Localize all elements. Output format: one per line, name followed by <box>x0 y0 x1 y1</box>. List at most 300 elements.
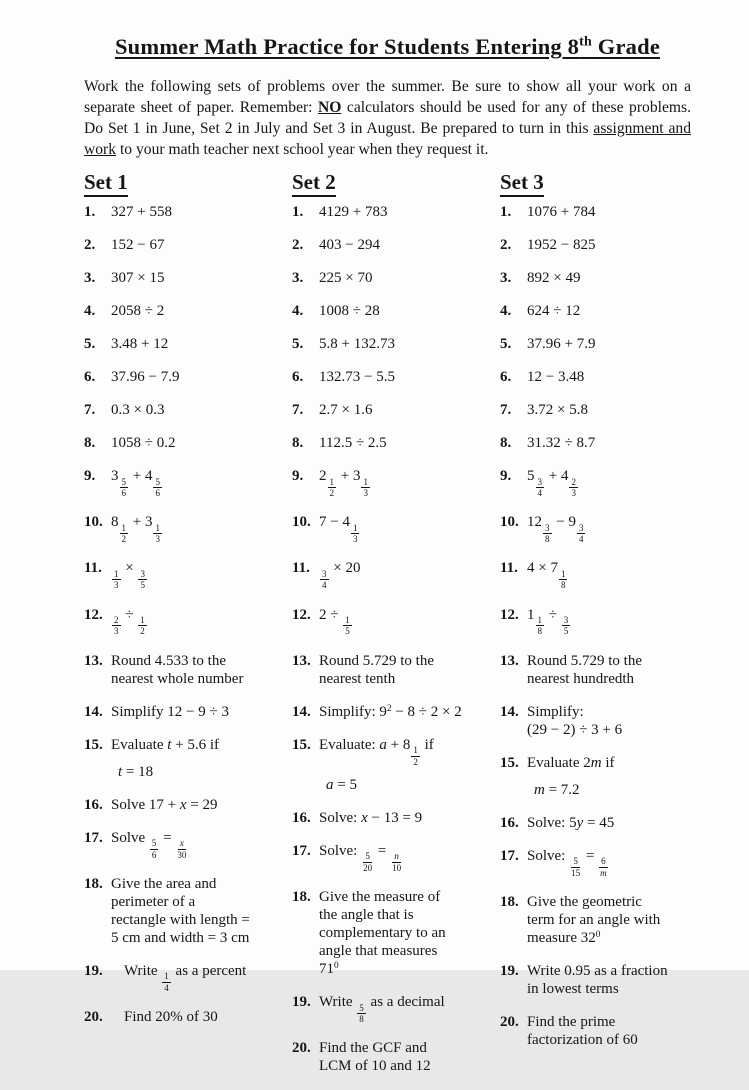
problem-line: 1008 ÷ 28 <box>319 303 380 319</box>
fraction: $\frac{3}{4}$ <box>322 568 327 591</box>
problem-content <box>111 829 270 860</box>
fraction: $\frac{3}{4}$ <box>537 476 542 498</box>
problem-line: Give the measure of <box>319 889 441 906</box>
problem-row <box>292 842 478 873</box>
problem-row <box>292 302 478 320</box>
problem-content <box>319 467 478 498</box>
problem-number: 18. <box>84 875 103 892</box>
problem-line: LCM of 10 and 12 <box>319 1058 431 1075</box>
problem-line: Write 0.95 as a fraction <box>527 962 668 979</box>
problem-number: 9. <box>84 468 96 484</box>
problem-line: 624 ÷ 12 <box>527 303 581 319</box>
problem-row <box>500 847 692 878</box>
problem-number: 16. <box>500 814 519 831</box>
fraction: $\frac{2}{3}$ <box>114 615 119 637</box>
problem-line: 3 $\frac{5}{6}$ + 4 $\frac{5}{6}$ <box>111 468 160 498</box>
problem-line: rectangle with length = <box>111 911 250 928</box>
problem-row <box>292 203 478 221</box>
fraction: $\frac{3}{5}$ <box>563 615 569 637</box>
problem-line: 225 × 70 <box>319 270 373 286</box>
problem-line: Solve: x − 13 = 9 <box>319 809 423 826</box>
problem-line: term for an angle with <box>527 911 661 928</box>
problem-row <box>84 703 270 721</box>
problem-content <box>319 736 478 794</box>
sets-columns <box>84 170 691 1090</box>
problem-line: Evaluate t + 5.6 if <box>111 736 220 753</box>
problem-content <box>319 652 478 688</box>
problem-line: Evaluate: a + 8 $\frac{1}{2}$ if <box>319 736 434 767</box>
fraction: $\frac{1}{3}$ <box>114 568 119 591</box>
problem-row <box>84 829 270 860</box>
problem-row <box>292 269 478 287</box>
set-heading: Set 2 <box>292 170 478 195</box>
set-column-1 <box>84 170 270 1090</box>
intro-paragraph <box>84 76 691 160</box>
problem-row <box>292 888 478 978</box>
problem-content <box>527 203 692 221</box>
problem-line: 132.73 − 5.5 <box>319 369 395 385</box>
fraction: $\frac{3}{5}$ <box>140 568 145 591</box>
problem-row <box>292 703 478 721</box>
intro-segment: to your math teacher next school year when they request it. <box>116 141 489 158</box>
problem-line: Solve: $\frac{5}{20}$ = $\frac{n}{10}$ <box>319 842 402 873</box>
problem-line: $\frac{3}{4}$ × 20 <box>322 560 361 591</box>
problem-number: 13. <box>292 652 311 669</box>
problem-content <box>527 467 692 498</box>
problem-row <box>292 368 478 386</box>
fraction: $\frac{1}{5}$ <box>345 615 350 637</box>
problem-content <box>319 1039 478 1075</box>
problem-content <box>319 842 478 873</box>
problem-content <box>319 559 478 590</box>
problem-content <box>319 269 478 287</box>
problem-line: angle that measures <box>319 943 438 960</box>
problem-content <box>319 335 478 353</box>
problem-line: 5 $\frac{3}{4}$ + 4 $\frac{2}{3}$ <box>527 468 576 498</box>
problem-row <box>500 1013 692 1049</box>
fraction: $\frac{1}{3}$ <box>363 476 368 498</box>
problem-number: 3. <box>84 270 96 286</box>
problem-number: 19. <box>84 962 103 979</box>
problem-row <box>292 513 478 544</box>
problem-number: 17. <box>292 842 311 859</box>
problem-number: 6. <box>292 369 304 385</box>
problem-number: 20. <box>500 1013 519 1030</box>
problem-content <box>111 269 270 287</box>
problem-row <box>292 559 478 590</box>
problem-content <box>527 754 692 799</box>
problem-line: Give the geometric <box>527 893 642 910</box>
problem-line: 5.8 + 132.73 <box>319 336 395 352</box>
problem-line: 37.96 + 7.9 <box>527 336 596 352</box>
problem-number: 19. <box>292 994 311 1011</box>
problem-row <box>500 652 692 688</box>
problem-content <box>319 368 478 386</box>
problem-number: 15. <box>292 736 311 753</box>
problem-line: 892 × 49 <box>527 270 581 286</box>
page-title-tail: Grade <box>591 34 661 59</box>
problem-number: 17. <box>500 847 519 864</box>
problem-content <box>527 703 692 739</box>
problem-number: 10. <box>84 514 103 531</box>
problem-row <box>500 606 692 637</box>
problem-row <box>84 434 270 452</box>
fraction: $\frac{5}{6}$ <box>155 476 160 498</box>
problem-row <box>84 401 270 419</box>
problem-row <box>500 434 692 452</box>
problem-row <box>84 606 270 637</box>
problem-line: $71^0$ <box>319 961 339 978</box>
problem-number: 19. <box>500 962 519 979</box>
problem-row <box>500 203 692 221</box>
problem-content <box>111 1008 270 1026</box>
problem-line: perimeter of a <box>111 893 196 910</box>
problem-number: 17. <box>84 829 103 846</box>
fraction: $\frac{5}{6}$ <box>121 476 126 498</box>
problem-row <box>292 1039 478 1075</box>
problem-row <box>292 335 478 353</box>
problem-content <box>319 434 478 452</box>
problem-content <box>111 203 270 221</box>
problem-content <box>319 236 478 254</box>
problem-number: 12. <box>84 606 103 623</box>
problem-number: 7. <box>84 402 96 418</box>
problem-row <box>292 236 478 254</box>
problem-line: 12 − 3.48 <box>527 369 585 385</box>
problem-row <box>292 736 478 794</box>
problem-number: 7. <box>500 402 512 418</box>
problem-row <box>84 962 270 993</box>
problem-number: 3. <box>292 270 304 286</box>
problem-line: Round 5.729 to the <box>319 652 434 669</box>
problem-line: 3.48 + 12 <box>111 336 169 352</box>
fraction: $\frac{1}{3}$ <box>352 522 358 545</box>
problem-number: 16. <box>292 809 311 826</box>
problem-number: 6. <box>500 369 512 385</box>
problem-content <box>527 847 692 878</box>
problem-row <box>84 467 270 498</box>
problem-content <box>527 814 692 832</box>
problem-number: 6. <box>84 369 96 385</box>
problem-number: 20. <box>84 1009 103 1026</box>
fraction: $\frac{3}{4}$ <box>578 522 584 545</box>
problem-content <box>527 559 692 590</box>
problem-row <box>84 875 270 947</box>
problem-line: 2.7 × 1.6 <box>319 402 373 418</box>
problem-row <box>292 467 478 498</box>
problem-content <box>111 559 270 590</box>
fraction: $\frac{1}{2}$ <box>121 522 126 545</box>
problem-line: Evaluate 2m if <box>527 754 615 771</box>
problem-number: 10. <box>500 514 519 531</box>
intro-segment: assignment and work <box>84 120 691 158</box>
problem-number: 5. <box>500 336 512 352</box>
problem-row <box>84 335 270 353</box>
problem-content <box>319 513 478 544</box>
problem-row <box>500 236 692 254</box>
problem-line: $\frac{2}{3}$ ÷ $\frac{1}{2}$ <box>114 606 145 637</box>
problem-line: 7 − 4 $\frac{1}{3}$ <box>319 514 358 545</box>
problem-number: 9. <box>292 468 304 484</box>
problem-line: nearest whole number <box>111 670 244 687</box>
problem-line: Solve $\frac{5}{6}$ = $\frac{x}{30}$ <box>111 829 187 860</box>
problem-number: 11. <box>84 560 102 577</box>
problem-number: 1. <box>500 204 512 220</box>
problem-row <box>500 302 692 320</box>
problem-line: 31.32 ÷ 8.7 <box>527 435 596 451</box>
problem-content <box>527 434 692 452</box>
fraction: $\frac{5}{20}$ <box>363 851 373 873</box>
problem-content <box>111 368 270 386</box>
problem-line: Round 5.729 to the <box>527 652 642 669</box>
problem-row <box>84 513 270 544</box>
problem-line: Solve 17 + x = 29 <box>111 796 218 813</box>
problem-line: the angle that is <box>319 907 414 924</box>
problem-number: 8. <box>84 435 96 451</box>
problem-line: 0.3 × 0.3 <box>111 402 165 418</box>
problem-line: Give the area and <box>111 875 217 892</box>
fraction: $\frac{n}{10}$ <box>392 851 402 873</box>
problem-content <box>527 652 692 688</box>
problem-row <box>292 606 478 637</box>
problem-content <box>527 269 692 287</box>
problem-number: 8. <box>500 435 512 451</box>
problem-number: 2. <box>500 237 512 253</box>
problem-line: nearest hundredth <box>527 670 635 687</box>
fraction: $\frac{1}{8}$ <box>560 568 566 591</box>
problem-number: 15. <box>500 754 519 771</box>
problem-number: 14. <box>500 703 519 720</box>
problem-content <box>319 606 478 637</box>
problem-line: 152 − 67 <box>111 237 165 253</box>
problem-content <box>111 606 270 637</box>
set-heading: Set 1 <box>84 170 270 195</box>
fraction: $\frac{3}{8}$ <box>545 522 550 545</box>
problem-content <box>527 962 692 998</box>
fraction: $\frac{6}{m}$ <box>600 856 607 878</box>
problem-number: 2. <box>292 237 304 253</box>
fraction: $\frac{x}{30}$ <box>177 838 187 860</box>
problem-line: 2058 ÷ 2 <box>111 303 165 319</box>
problem-row <box>500 559 692 590</box>
problem-content <box>527 513 692 544</box>
problem-line: Simplify 12 − 9 ÷ 3 <box>111 703 229 720</box>
problem-content <box>319 703 478 721</box>
problem-line: $\frac{1}{3}$ × $\frac{3}{5}$ <box>114 560 145 591</box>
problem-line: 307 × 15 <box>111 270 165 286</box>
problem-line: measure $32^0$ <box>527 929 601 946</box>
problem-row <box>500 754 692 799</box>
problem-row <box>500 401 692 419</box>
problem-row <box>84 302 270 320</box>
fraction: $\frac{1}{2}$ <box>140 615 145 637</box>
problem-row <box>292 401 478 419</box>
problem-line: 37.96 − 7.9 <box>111 369 180 385</box>
problem-line: Simplify: <box>527 703 584 720</box>
problem-content <box>527 401 692 419</box>
problem-given-value: m = 7.2 <box>534 781 580 798</box>
fraction: $\frac{1}{2}$ <box>413 745 418 767</box>
problem-content <box>111 703 270 721</box>
problem-content <box>111 652 270 688</box>
problem-line: 4 × 7 $\frac{1}{8}$ <box>527 560 566 591</box>
problem-content <box>527 893 692 947</box>
problem-content <box>319 302 478 320</box>
problem-line: Find the GCF and <box>319 1040 427 1057</box>
problem-row <box>500 703 692 739</box>
problem-list <box>84 203 270 1026</box>
problem-number: 15. <box>84 736 103 753</box>
problem-number: 1. <box>84 204 96 220</box>
fraction: $\frac{1}{8}$ <box>537 615 542 637</box>
problem-content <box>111 796 270 814</box>
problem-content <box>527 335 692 353</box>
problem-content <box>111 736 270 781</box>
problem-row <box>292 652 478 688</box>
set-column-2 <box>292 170 478 1090</box>
problem-line: 1058 ÷ 0.2 <box>111 435 176 451</box>
problem-number: 5. <box>292 336 304 352</box>
problem-number: 10. <box>292 514 311 531</box>
set-heading: Set 3 <box>500 170 692 195</box>
problem-content <box>111 962 270 993</box>
problem-content <box>527 302 692 320</box>
problem-number: 7. <box>292 402 304 418</box>
problem-line: 3.72 × 5.8 <box>527 402 588 418</box>
problem-line: 2 $\frac{1}{2}$ + 3 $\frac{1}{3}$ <box>319 468 368 498</box>
problem-line: (29 − 2) ÷ 3 + 6 <box>527 721 623 738</box>
problem-number: 3. <box>500 270 512 286</box>
problem-line: 112.5 ÷ 2.5 <box>319 435 387 451</box>
problem-line: nearest tenth <box>319 670 396 687</box>
problem-number: 12. <box>500 606 519 623</box>
problem-row <box>84 269 270 287</box>
problem-row <box>500 335 692 353</box>
problem-line: 12 $\frac{3}{8}$ − 9 $\frac{3}{4}$ <box>527 514 584 545</box>
problem-number: 4. <box>500 303 512 319</box>
problem-number: 12. <box>292 606 311 623</box>
problem-content <box>527 368 692 386</box>
problem-line: Round 4.533 to the <box>111 652 226 669</box>
intro-segment: calculators should be used for any of these problems. Do Set 1 in June, Set 2 in July and Set 3 in August. Be prepared to turn in this <box>84 99 691 137</box>
problem-line: factorization of 60 <box>527 1031 638 1048</box>
problem-line: Write $\frac{1}{4}$ as a percent <box>124 962 247 993</box>
problem-number: 18. <box>292 889 311 906</box>
problem-number: 16. <box>84 796 103 813</box>
problem-number: 13. <box>84 652 103 669</box>
problem-content <box>527 606 692 637</box>
problem-line: 2 ÷ $\frac{1}{5}$ <box>319 606 350 637</box>
problem-line: 403 − 294 <box>319 237 380 253</box>
problem-line: Find the prime <box>527 1013 616 1030</box>
problem-number: 9. <box>500 468 512 484</box>
problem-row <box>500 814 692 832</box>
problem-number: 14. <box>292 703 311 720</box>
problem-line: 327 + 558 <box>111 204 172 220</box>
page-title <box>84 34 691 60</box>
problem-row <box>84 652 270 688</box>
problem-content <box>111 236 270 254</box>
problem-number: 4. <box>84 303 96 319</box>
problem-content <box>527 1013 692 1049</box>
problem-row <box>84 203 270 221</box>
problem-content <box>111 434 270 452</box>
problem-line: 1076 + 784 <box>527 204 596 220</box>
problem-number: 11. <box>292 560 310 577</box>
problem-line: 4129 + 783 <box>319 204 388 220</box>
problem-content <box>111 513 270 544</box>
problem-content <box>111 302 270 320</box>
problem-row <box>292 809 478 827</box>
problem-line: Solve: 5y = 45 <box>527 814 615 831</box>
problem-line: 5 cm and width = 3 cm <box>111 929 250 946</box>
problem-row <box>84 559 270 590</box>
problem-content <box>319 401 478 419</box>
problem-line: 1952 − 825 <box>527 237 596 253</box>
problem-number: 14. <box>84 703 103 720</box>
problem-given-value: a = 5 <box>326 776 357 793</box>
problem-number: 18. <box>500 893 519 910</box>
problem-content <box>319 993 478 1024</box>
problem-number: 11. <box>500 560 518 577</box>
problem-line: Solve: $\frac{5}{15}$ = $\frac{6}{m}$ <box>527 847 607 878</box>
problem-row <box>84 796 270 814</box>
problem-line: complementary to an <box>319 925 446 942</box>
page-title-main: Summer Math Practice for Students Entering 8 <box>114 34 580 59</box>
problem-row <box>84 736 270 781</box>
problem-content <box>527 236 692 254</box>
problem-number: 4. <box>292 303 304 319</box>
fraction: $\frac{5}{15}$ <box>571 856 581 878</box>
problem-list <box>500 203 692 1049</box>
problem-row <box>84 1008 270 1026</box>
problem-row <box>500 269 692 287</box>
problem-content <box>319 888 478 978</box>
problem-line: Write $\frac{5}{8}$ as a decimal <box>319 994 445 1024</box>
problem-list <box>292 203 478 1075</box>
problem-line: Simplify: $9^2 - 8 \div 2 \times 2$ <box>319 703 462 720</box>
problem-number: 2. <box>84 237 96 253</box>
intro-segment: NO <box>318 99 342 116</box>
problem-content <box>319 203 478 221</box>
problem-number: 1. <box>292 204 304 220</box>
problem-content <box>111 875 270 947</box>
problem-row <box>500 962 692 998</box>
fraction: $\frac{1}{4}$ <box>164 971 169 993</box>
problem-line: 8 $\frac{1}{2}$ + 3 $\frac{1}{3}$ <box>111 514 160 545</box>
problem-row <box>500 513 692 544</box>
fraction: $\frac{5}{6}$ <box>151 838 157 860</box>
problem-row <box>500 893 692 947</box>
problem-content <box>111 467 270 498</box>
fraction: $\frac{2}{3}$ <box>571 476 576 498</box>
fraction: $\frac{5}{8}$ <box>359 1002 364 1024</box>
problem-content <box>111 401 270 419</box>
problem-line: 1 $\frac{1}{8}$ ÷ $\frac{3}{5}$ <box>527 606 569 637</box>
problem-row <box>84 368 270 386</box>
problem-content <box>111 335 270 353</box>
problem-line: in lowest terms <box>527 980 619 997</box>
problem-row <box>84 236 270 254</box>
problem-number: 8. <box>292 435 304 451</box>
page-title-superscript: th <box>579 34 592 50</box>
problem-number: 20. <box>292 1040 311 1057</box>
problem-row <box>292 993 478 1024</box>
problem-row <box>292 434 478 452</box>
problem-line: Find 20% of 30 <box>124 1009 218 1026</box>
set-column-3 <box>500 170 692 1090</box>
problem-content <box>319 809 478 827</box>
